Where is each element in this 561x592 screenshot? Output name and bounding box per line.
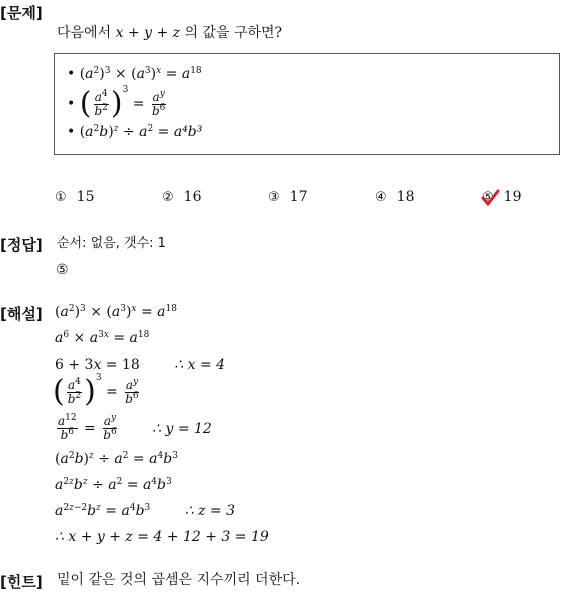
explanation-final: ∴ x + y + z = 4 + 12 + 3 = 19 (55, 529, 269, 545)
condition-1: • $(a^2)^3 \times (a^3)^x = a^{18}$ (67, 66, 202, 82)
explanation-step-1: $(a^2)^3 \times (a^3)^x = a^{18}$ (55, 304, 177, 320)
explanation-step-5: $\frac{a^{12}}{b^6}$ = $\frac{a^y}{b^6}$ ∴ y = 12 (58, 413, 212, 442)
condition-3: • $(a^2b)^z \div a^2 = a^4b^3$ (67, 124, 203, 140)
condition-3-rhs: a⁴b³ (173, 124, 203, 140)
condition-2: • ( $\frac{a^4}{b^2}$ )$^3$ = $\frac{a^y}{b^6}$ (67, 85, 166, 121)
condition-2-num-exp: y (159, 88, 165, 99)
question-text (57, 25, 282, 41)
answer-value: ⑤ (56, 262, 69, 278)
condition-2-num-base: a (152, 89, 160, 104)
hint-text: 밑이 같은 것의 곱셈은 지수끼리 더한다. (57, 572, 301, 588)
explanation-step-5-conclusion: ∴ y = 12 (152, 420, 212, 437)
condition-2-den-exp: 6 (159, 102, 166, 113)
problem-label: [문제] (0, 4, 43, 22)
answer-label: [정답] (0, 236, 43, 254)
explanation-step-8-conclusion: ∴ z = 3 (184, 503, 236, 519)
choice-3-mark: ③ (268, 190, 280, 205)
choice-2-value: 16 (183, 189, 202, 205)
choice-3-value: 17 (289, 189, 308, 205)
explanation-step-3-conclusion: ∴ x = 4 (174, 357, 226, 373)
condition-1-rhs-exp: 18 (190, 66, 202, 76)
explanation-step-2: $a^6 \times a^{3x} = a^{18}$ (55, 330, 150, 346)
choice-2[interactable] (162, 189, 201, 205)
conditions-box (54, 53, 560, 155)
explanation-label: [해설] (0, 305, 43, 323)
choice-2-mark: ② (162, 190, 174, 205)
explanation-step-7: $a^{2z}b^z \div a^2 = a^4b^3$ (55, 477, 172, 493)
choice-4-mark: ④ (375, 190, 387, 205)
answer-meta: 순서: 없음, 갯수: 1 (57, 236, 166, 251)
explanation-step-3: 6 + 3x = 18 ∴ x = 4 (55, 357, 226, 373)
condition-1-rhs-base: a (181, 66, 191, 82)
condition-2-den-base: b (151, 103, 160, 118)
choice-5-value: 19 (503, 189, 522, 205)
explanation-step-8: $a^{2z-2}b^z = a^4b^3$ ∴ z = 3 (55, 503, 236, 519)
choice-1-mark: ① (55, 190, 67, 205)
question-prefix: 다음에서 (57, 25, 112, 41)
choice-1[interactable] (55, 189, 94, 205)
explanation-step-6: $(a^2b)^z \div a^2 = a^4b^3$ (55, 451, 178, 467)
choice-1-value: 15 (76, 189, 95, 205)
choice-5-mark: ⑤ (482, 190, 494, 205)
choice-4-value: 18 (396, 189, 415, 205)
check-mark-icon (480, 188, 500, 208)
explanation-step-4: ( $\frac{a^4}{b^2}$ )$^3$ = $\frac{a^y}{b^6}$ (53, 373, 139, 409)
choice-4[interactable] (375, 189, 414, 205)
question-expr: x + y + z (115, 25, 181, 41)
question-suffix: 의 값을 구하면? (184, 25, 283, 41)
hint-label: [힌트] (0, 573, 43, 591)
choice-3[interactable] (268, 189, 307, 205)
